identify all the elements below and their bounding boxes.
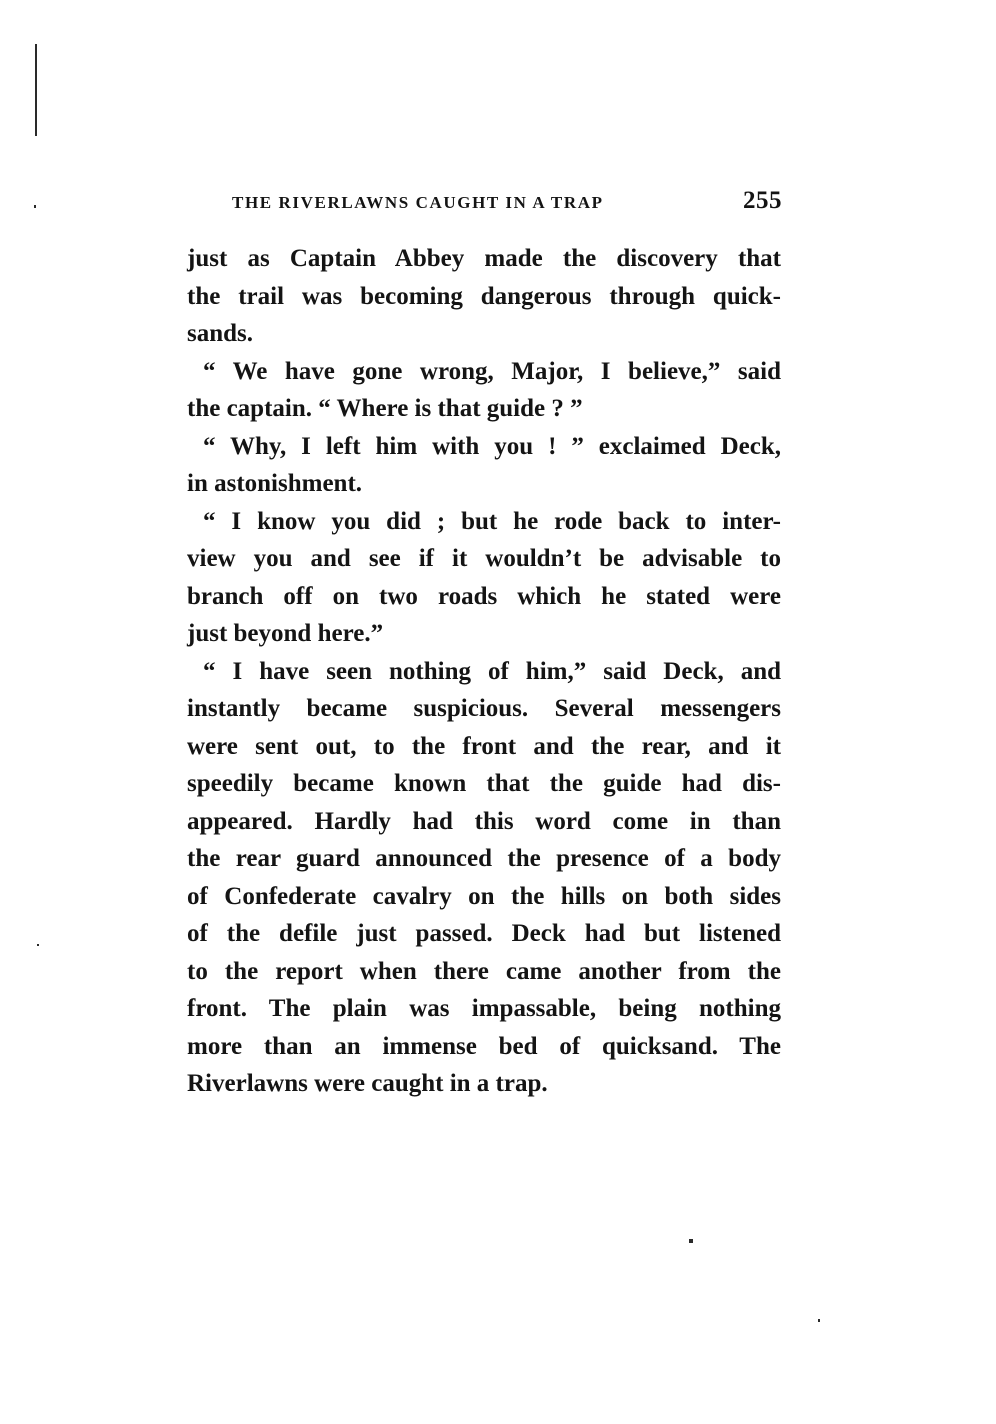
text-line: the rear guard announced the presence of a body — [187, 845, 781, 872]
text-line: view you and see if it wouldn’t be advisable to — [187, 545, 781, 572]
scan-speck — [689, 1239, 693, 1243]
page-number: 255 — [743, 187, 782, 214]
body-text — [187, 240, 781, 1103]
text-line: just as Captain Abbey made the discovery that — [187, 245, 781, 272]
text-line: “ We have gone wrong, Major, I believe,” said — [203, 357, 781, 385]
running-head-title: THE RIVERLAWNS CAUGHT IN A TRAP — [232, 193, 604, 212]
scan-margin-line — [35, 44, 37, 136]
scan-speck — [34, 205, 36, 208]
text-line: appeared. Hardly had this word come in than — [187, 807, 781, 835]
text-line: the captain. “ Where is that guide ? ” — [187, 395, 583, 422]
text-line: of Confederate cavalry on the hills on both sides — [187, 882, 781, 910]
text-line: of the defile just passed. Deck had but listened — [187, 920, 781, 947]
text-line: were sent out, to the front and the rear, and it — [187, 732, 781, 760]
text-line: instantly became suspicious. Several messengers — [187, 695, 781, 722]
text-line: in astonishment. — [187, 470, 363, 497]
text-line: “ I know you did ; but he rode back to inter- — [203, 507, 781, 535]
text-line: Riverlawns were caught in a trap. — [187, 1070, 548, 1097]
scan-speck — [37, 944, 39, 946]
text-line: sands. — [187, 320, 254, 347]
text-line: more than an immense bed of quicksand. The — [187, 1032, 781, 1060]
running-head — [232, 187, 782, 221]
text-line: speedily became known that the guide had dis- — [187, 770, 781, 797]
text-line: the trail was becoming dangerous through quick- — [187, 282, 781, 310]
text-line: branch off on two roads which he stated were — [187, 582, 781, 610]
text-line: just beyond here.” — [187, 620, 384, 647]
text-line: front. The plain was impassable, being nothing — [187, 995, 781, 1022]
scan-speck — [818, 1319, 820, 1322]
text-line: to the report when there came another from the — [187, 957, 781, 985]
text-line: “ I have seen nothing of him,” said Deck, and — [203, 657, 781, 685]
text-line: “ Why, I left him with you ! ” exclaimed Deck, — [203, 432, 781, 460]
